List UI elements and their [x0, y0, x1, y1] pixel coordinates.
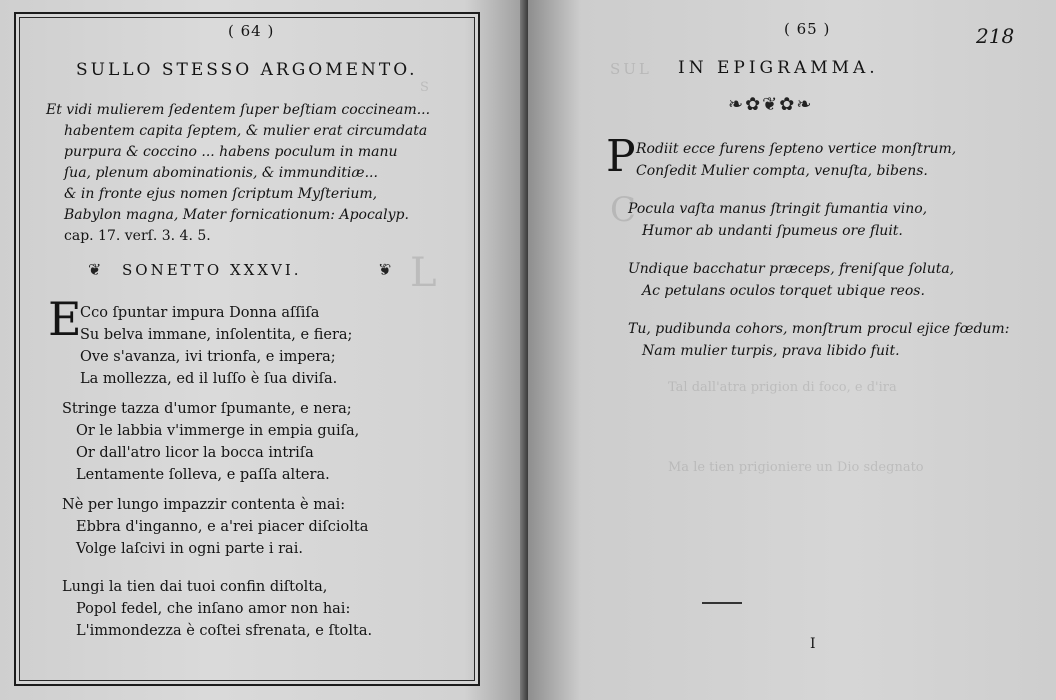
verse-line: La mollezza, ed il luſſo è ſua diviſa.	[80, 371, 338, 387]
verse-line: Stringe tazza d'umor ſpumante, e nera;	[62, 401, 352, 417]
closing-rule	[702, 602, 742, 604]
epigraph-line: habentem capita ſeptem, & mulier erat circumdata	[64, 123, 428, 139]
stanza-3	[62, 494, 368, 560]
ornament-icon: ❧✿❦✿❧	[728, 94, 814, 115]
verse-line: L'immondezza è coſtei sfrenata, e ſtolta.	[76, 623, 373, 639]
verse-line: Tu, pudibunda cohors, monſtrum procul ejice fœdum:	[628, 321, 1010, 337]
verse-line: Pocula vaſta manus ſtringit fumantia vino,	[628, 201, 928, 217]
verse-line: Lentamente ſolleva, e paſſa altera.	[76, 467, 330, 483]
page-number: ( 65 )	[784, 20, 831, 38]
bleed-through: C	[610, 190, 637, 230]
couplet-4	[628, 318, 1009, 362]
verse-line: Conſedit Mulier compta, venuſta, bibens.	[636, 163, 928, 179]
bleed-through: S	[420, 80, 429, 95]
verse-line: Volge laſcivi in ogni parte i rai.	[76, 541, 303, 557]
page-title: IN EPIGRAMMA.	[678, 58, 879, 78]
stanza-1	[80, 302, 352, 390]
verse-line: Undique bacchatur præceps, freniſque ſoluta,	[628, 261, 955, 277]
stanza-2	[62, 398, 359, 486]
couplet-2	[628, 198, 927, 242]
couplet-3	[628, 258, 954, 302]
bleed-through: Ma le tien prigioniere un Dio sdegnato	[668, 460, 924, 475]
right-page	[528, 0, 1056, 700]
signature-mark: I	[810, 636, 816, 652]
verse-line: Or dall'atro licor la bocca intriſa	[76, 445, 314, 461]
epigraph-line: & in fronte ejus nomen ſcriptum Myſterium,	[64, 186, 378, 202]
stanza-4	[62, 576, 372, 642]
bleed-through: Tal dall'atra prigion di foco, e d'ira	[668, 380, 897, 395]
fleuron-left-icon: ❦	[88, 260, 102, 279]
verse-line: Or le labbia v'immerge in empia guiſa,	[76, 423, 360, 439]
epigraph-line: ſua, plenum abominationis, & immunditiæ...	[64, 165, 378, 181]
couplet-1	[636, 138, 956, 182]
verse-line: Ac petulans oculos torquet ubique reos.	[642, 283, 925, 299]
verse-line: Lungi la tien dai tuoi confin diſtolta,	[62, 579, 328, 595]
verse-line: Ove s'avanza, ivi trionfa, e impera;	[80, 349, 336, 365]
epigraph	[46, 100, 430, 247]
verse-line: Su belva immane, inſolentita, e fiera;	[80, 327, 353, 343]
handwritten-folio-number: 218	[976, 24, 1015, 48]
epigraph-line: purpura & coccino ... habens poculum in manu	[64, 144, 398, 160]
page-title: SULLO STESSO ARGOMENTO.	[76, 60, 418, 80]
verse-line: Cco ſpuntar impura Donna aſſiſa	[80, 305, 320, 321]
epigraph-line: cap. 17. verſ. 3. 4. 5.	[64, 228, 211, 244]
sonnet-heading: SONETTO XXXVI.	[122, 261, 302, 279]
epigraph-line: Et vidi mulierem ſedentem ſuper beſtiam coccineam...	[46, 102, 431, 118]
drop-cap: E	[48, 292, 82, 346]
fleuron-right-icon: ❦	[378, 260, 392, 279]
verse-line: Rodiit ecce furens ſepteno vertice monſtrum,	[636, 141, 957, 157]
verse-line: Popol fedel, che inſano amor non hai:	[76, 601, 351, 617]
verse-line: Humor ab undanti ſpumeus ore fluit.	[642, 223, 903, 239]
verse-line: Nam mulier turpis, prava libido fuit.	[642, 343, 900, 359]
bleed-through: L	[410, 250, 437, 296]
drop-cap: P	[606, 131, 636, 182]
verse-line: Nè per lungo impazzir contenta è mai:	[62, 497, 346, 513]
verse-line: Ebbra d'inganno, e a'rei piacer diſciolta	[76, 519, 369, 535]
epigraph-line: Babylon magna, Mater fornicationum: Apocalyp.	[64, 207, 409, 223]
bleed-through: SUL	[610, 60, 652, 78]
page-number: ( 64 )	[228, 22, 275, 40]
